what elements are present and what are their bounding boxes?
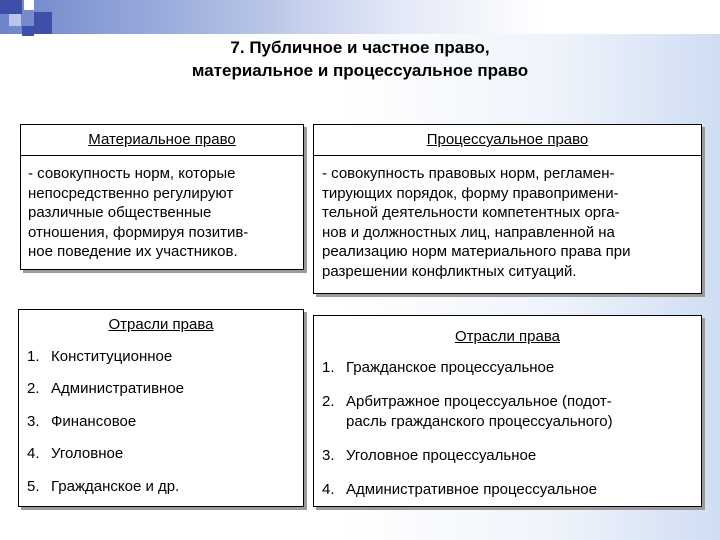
- slide-title: [100, 36, 620, 82]
- material-law-box: [20, 124, 304, 270]
- item-text-line: Арбитражное процессуальное (подот-: [346, 393, 612, 410]
- procedural-branches-box: [313, 315, 702, 507]
- definition-line: - совокупность норм, которые: [28, 165, 236, 182]
- definition-line: отношения, формируя позитив-: [28, 223, 249, 241]
- header-divider: [21, 155, 303, 156]
- title-line-1: 7. Публичное и частное право,: [230, 38, 490, 57]
- definition-line: реализацию норм материального права при: [322, 243, 631, 260]
- definition-line: разрешении конфликтных ситуаций.: [322, 262, 577, 280]
- definition-line: - совокупность правовых норм, регламен-: [322, 165, 615, 182]
- item-text: Конституционное: [51, 348, 173, 365]
- header-decoration-bar: [0, 0, 720, 34]
- item-number: 2.: [322, 393, 335, 410]
- decoration-square: [9, 14, 21, 26]
- item-text: Финансовое: [51, 413, 137, 430]
- item-number: 1.: [322, 359, 335, 376]
- procedural-law-definition: [322, 164, 698, 281]
- list-item: [27, 380, 184, 397]
- item-text: [346, 392, 613, 432]
- definition-line: различные общественные: [28, 204, 212, 221]
- list-item: [322, 359, 554, 376]
- list-item: [27, 445, 123, 462]
- item-number: 3.: [27, 413, 40, 430]
- item-number: 5.: [27, 478, 40, 495]
- definition-line: тельной деятельности компетентных орга-: [322, 204, 620, 221]
- material-law-header: Материальное право: [88, 131, 236, 148]
- item-text: Гражданское и др.: [51, 478, 180, 495]
- procedural-law-header: Процессуальное право: [426, 131, 589, 148]
- procedural-branches-header: Отрасли права: [455, 328, 560, 345]
- definition-line: тирующих порядок, форму правопримени-: [322, 184, 619, 202]
- decoration-square: [24, 0, 34, 10]
- procedural-law-box: [313, 124, 702, 294]
- definition-line: ное поведение их участников.: [28, 243, 238, 260]
- material-branches-box: [18, 309, 304, 507]
- item-number: 3.: [322, 447, 335, 464]
- list-item: [27, 348, 172, 365]
- material-branches-header: Отрасли права: [108, 316, 214, 333]
- item-number: 4.: [27, 445, 40, 462]
- item-number: 2.: [27, 380, 40, 397]
- list-item: [322, 481, 597, 498]
- title-line-2: материальное и процессуальное право: [191, 61, 529, 80]
- item-text-line: расль гражданского процессуального): [346, 413, 613, 430]
- item-number: 4.: [322, 481, 335, 498]
- decoration-square: [22, 26, 34, 36]
- decoration-square: [0, 0, 22, 14]
- item-text: Уголовное: [51, 445, 124, 462]
- item-text: Уголовное процессуальное: [346, 447, 537, 464]
- list-item: [27, 478, 179, 495]
- definition-line: непосредственно регулируют: [28, 184, 234, 202]
- item-number: 1.: [27, 348, 40, 365]
- item-text: Административное процессуальное: [346, 481, 597, 498]
- list-item: [322, 392, 613, 432]
- decoration-square: [34, 12, 52, 34]
- list-item: [322, 447, 536, 464]
- list-item: [27, 413, 136, 430]
- item-text: Административное: [51, 380, 185, 397]
- header-divider: [314, 155, 701, 156]
- item-text: Гражданское процессуальное: [346, 359, 555, 376]
- definition-line: нов и должностных лиц, направленной на: [322, 223, 615, 241]
- material-law-definition: [28, 164, 300, 262]
